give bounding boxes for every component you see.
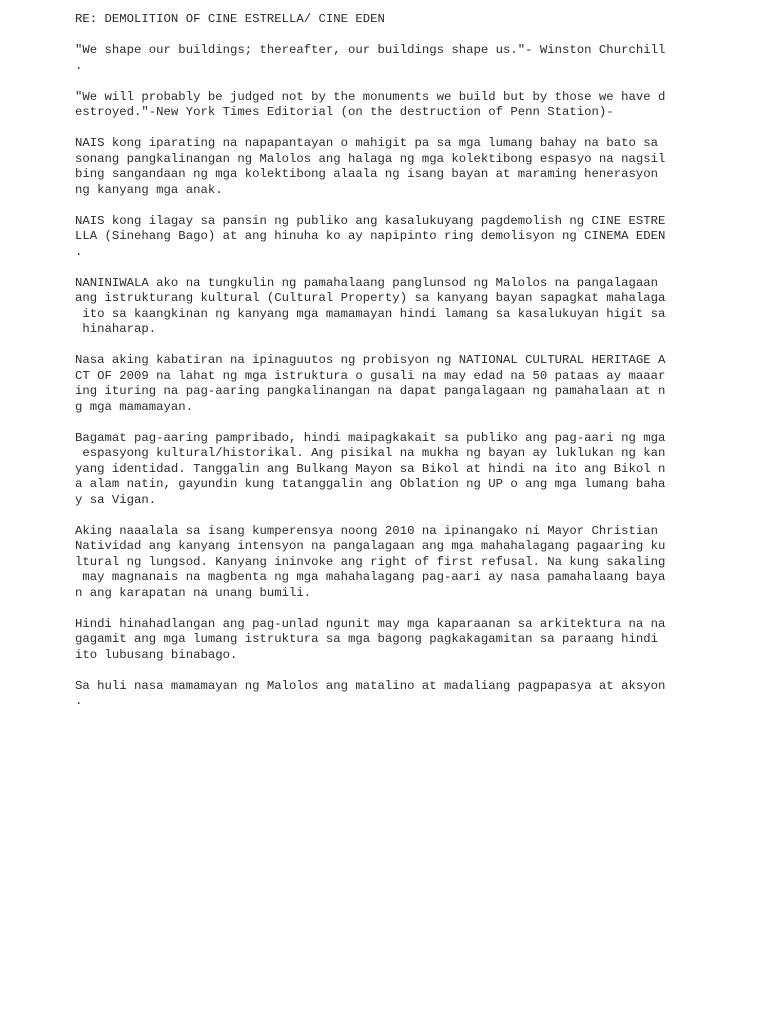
paragraph-line: ang istrukturang kultural (Cultural Property) sa kanyang bayan sapagkat mahalaga <box>75 291 666 305</box>
paragraph-line: y sa Vigan. <box>75 492 157 507</box>
paragraph-line: NAIS kong iparating na napapantayan o mahigit pa sa mga lumang bahay na bato sa <box>75 136 658 150</box>
paragraph-line: ing ituring na pag-aaring pangkalinangan na dapat pangalagaan ng pamahalaan at n <box>75 384 666 398</box>
paragraph-line: CT OF 2009 na lahat ng mga istruktura o gusali na may edad na 50 pataas ay maaar <box>75 368 666 383</box>
paragraph-line: gagamit ang mga lumang istruktura sa mga bagong pagkakagamitan sa paraang hindi <box>75 632 658 646</box>
paragraph-line: Hindi hinahadlangan ang pag-unlad ngunit may mga kaparaanan sa arkitektura na na <box>75 616 666 631</box>
paragraph-line: espasyong kultural/historikal. Ang pisikal na mukha ng bayan ay luklukan ng kan <box>75 446 666 460</box>
paragraph-line: Nasa aking kabatiran na ipinaguutos ng probisyon ng NATIONAL CULTURAL HERITAGE A <box>75 353 666 367</box>
paragraph-line: g mga mamamayan. <box>75 399 194 414</box>
paragraph-line: Sa huli nasa mamamayan ng Malolos ang matalino at madaliang pagpapasya at aksyon <box>75 678 666 693</box>
paragraph-line: bing sangandaan ng mga kolektibong alaala ng isang bayan at maraming henerasyon <box>75 167 658 181</box>
paragraph <box>75 43 685 74</box>
paragraph-line: ltural ng lungsod. Kanyang ininvoke ang right of first refusal. Na kung sakaling <box>75 554 666 569</box>
paragraph <box>75 214 685 261</box>
paragraph-line: "We shape our buildings; thereafter, our buildings shape us."- Winston Churchill <box>75 43 666 57</box>
paragraph-line: a alam natin, gayundin kung tatanggalin ang Oblation ng UP o ang mga lumang baha <box>75 477 666 491</box>
paragraph <box>75 617 685 664</box>
paragraph-line: NANINIWALA ako na tungkulin ng pamahalaang panglunsod ng Malolos na pangalagaan <box>75 275 658 290</box>
paragraph-list <box>75 43 685 710</box>
paragraph-line: estroyed."-New York Times Editorial (on the destruction of Penn Station)- <box>75 105 614 119</box>
paragraph-line: Bagamat pag-aaring pampribado, hindi maipagkakait sa publiko ang pag-aari ng mga <box>75 430 666 445</box>
paragraph-line: Natividad ang kanyang intensyon na pangalagaan ang mga mahahalagang pagaaring ku <box>75 539 666 553</box>
paragraph-line: Aking naaalala sa isang kumperensya noong 2010 na ipinangako ni Mayor Christian <box>75 523 658 538</box>
paragraph <box>75 524 685 602</box>
document-title: RE: DEMOLITION OF CINE ESTRELLA/ CINE EDEN <box>75 12 385 26</box>
paragraph-line: "We will probably be judged not by the monuments we build but by those we have d <box>75 89 666 104</box>
paragraph <box>75 90 685 121</box>
paragraph-line: hinaharap. <box>75 322 157 336</box>
paragraph-line: ito sa kaangkinan ng kanyang mga mamamayan hindi lamang sa kasalukuyan higit sa <box>75 306 666 321</box>
paragraph <box>75 136 685 198</box>
paragraph-line: . <box>75 244 83 259</box>
paragraph <box>75 431 685 509</box>
paragraph-line: NAIS kong ilagay sa pansin ng publiko ang kasalukuyang pagdemolish ng CINE ESTRE <box>75 213 666 228</box>
paragraph-line: may magnanais na magbenta ng mga mahahalagang pag-aari ay nasa pamahalaang baya <box>75 570 666 584</box>
paragraph-line: yang identidad. Tanggalin ang Bulkang Mayon sa Bikol at hindi na ito ang Bikol n <box>75 461 666 476</box>
paragraph-line: ng kanyang mga anak. <box>75 182 223 197</box>
paragraph <box>75 679 685 710</box>
paragraph-line: LLA (Sinehang Bago) at ang hinuha ko ay napipinto ring demolisyon ng CINEMA EDEN <box>75 229 666 243</box>
document-body <box>75 12 685 725</box>
document-title-block <box>75 12 685 28</box>
paragraph-line: . <box>75 694 83 708</box>
paragraph <box>75 353 685 415</box>
paragraph-line: n ang karapatan na unang bumili. <box>75 585 312 600</box>
paragraph <box>75 276 685 338</box>
paragraph-line: ito lubusang binabago. <box>75 647 238 662</box>
paragraph-line: . <box>75 58 83 73</box>
paragraph-line: sonang pangkalinangan ng Malolos ang halaga ng mga kolektibong espasyo na nagsil <box>75 151 666 166</box>
